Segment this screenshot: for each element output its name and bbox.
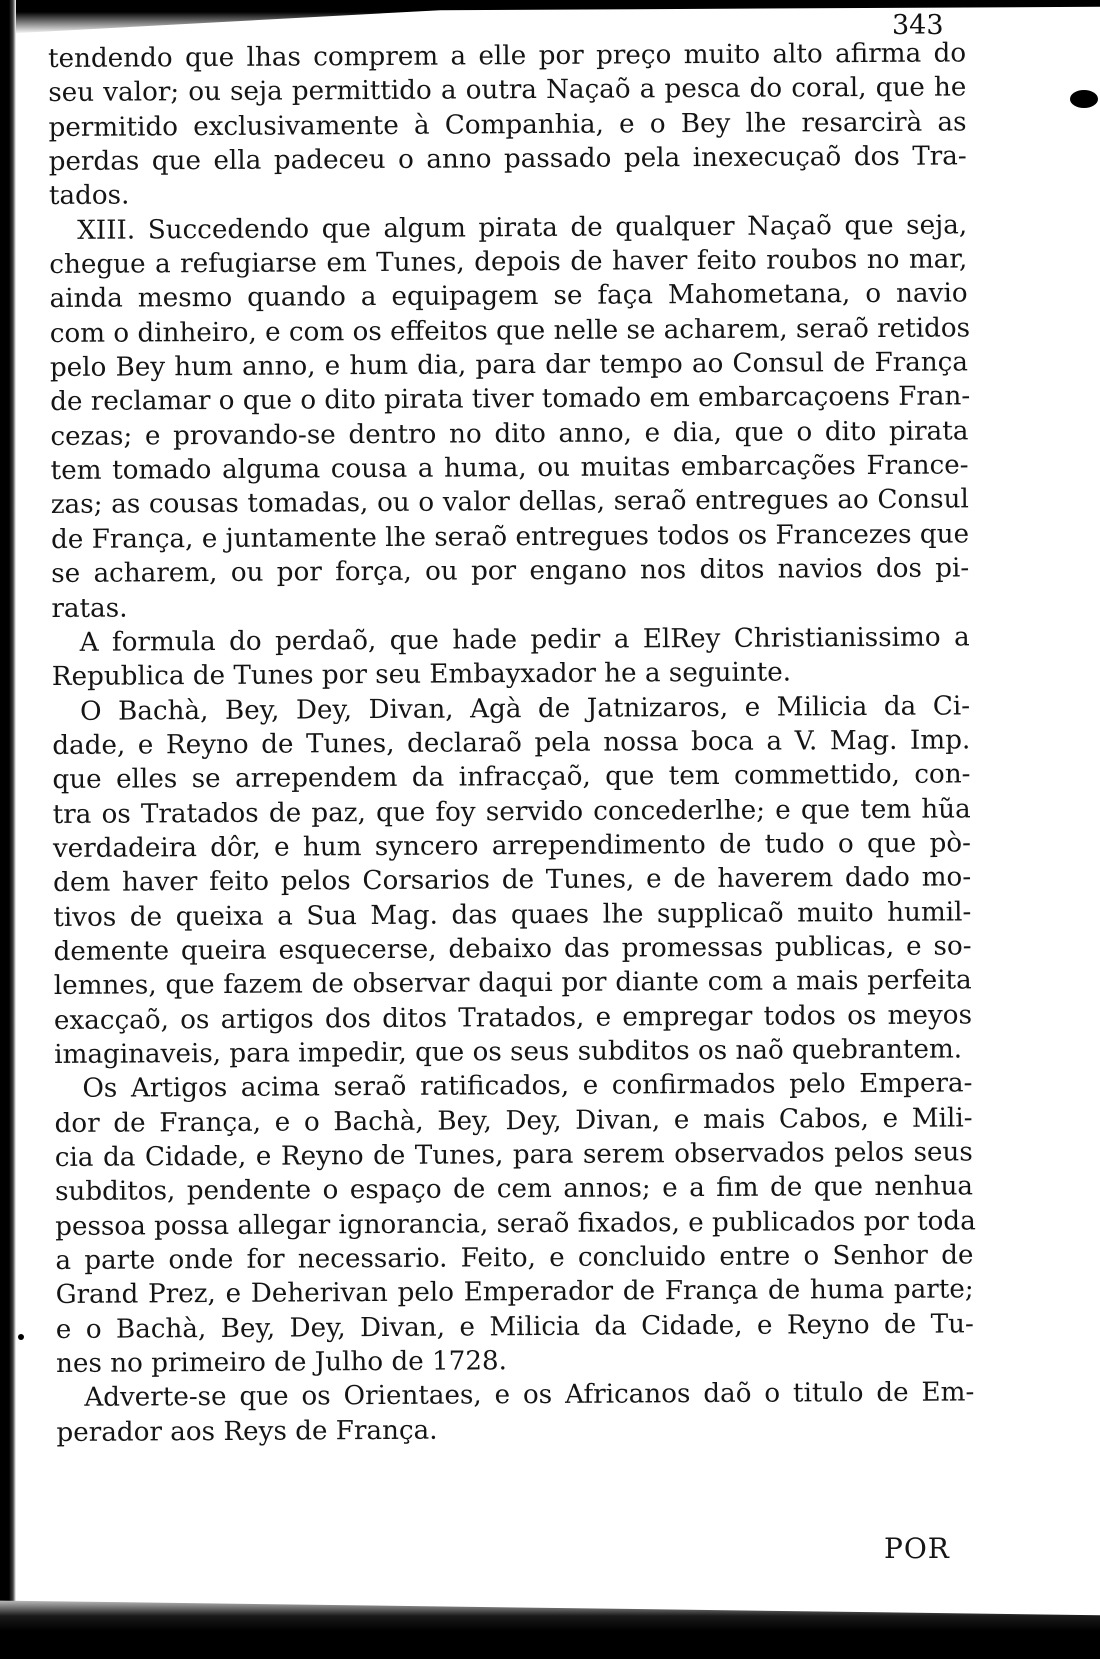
text-line: tados. <box>48 180 130 212</box>
scan-border-left <box>0 0 16 1659</box>
text-line: seu valor; ou seja permittido a outra Naçaõ a pesca do coral, que he <box>48 72 967 109</box>
text-line: exacçaõ, os artigos dos ditos Tratados, e empregar todos os meyos <box>53 999 973 1036</box>
text-line: pessoa possa allegar ignorancia, seraõ fixados, e publicados por toda <box>55 1206 976 1242</box>
text-line: lemnes, que fazem de observar daqui por diante com a mais perfeita <box>53 965 972 1002</box>
text-line: imaginaveis, para impedir, que os seus subditos os naõ quebrantem. <box>54 1034 963 1070</box>
text-line: se acharem, ou por força, ou por engano nos ditos navios dos pi- <box>51 553 970 590</box>
body-text <box>48 36 975 1450</box>
text-line: Adverte-se que os Orientaes, e os Africanos daõ o titulo de Em- <box>84 1377 975 1414</box>
text-line: perdas que ella padeceu o anno passado pela inexecuçaõ dos Tra- <box>48 141 967 178</box>
text-line: perador aos Reys de França. <box>56 1415 438 1448</box>
text-line: ainda mesmo quando a equipagem se faça Mahometana, o navio <box>49 278 968 315</box>
text-line: de reclamar o que o dito pirata tiver tomado em embarcaçoens Fran- <box>50 381 971 418</box>
text-line: zas; as cousas tomadas, ou o valor dellas, seraõ entregues ao Consul <box>50 484 969 521</box>
text-line: A formula do perdaõ, que hade pedir a ElRey Christianissimo a <box>79 622 970 658</box>
text-line: pelo Bey hum anno, e hum dia, para dar tempo ao Consul de França <box>49 347 969 384</box>
text-line: com o dinheiro, e com os effeitos que nelle se acharem, seraõ retidos <box>49 313 971 349</box>
text-line: chegue a refugiarse em Tunes, depois de haver feito roubos no mar, <box>49 244 968 281</box>
scan-border-bottom <box>0 1586 1100 1659</box>
text-line: a parte onde for necessario. Feito, e concluido entre o Senhor de <box>55 1240 974 1277</box>
text-line: dor de França, e o Bachà, Bey, Dey, Divan, e mais Cabos, e Mili- <box>54 1103 973 1139</box>
text-line: que elles se arrependem da infracçaõ, que tem commettido, con- <box>52 759 971 796</box>
text-line: cia da Cidade, e Reyno de Tunes, para serem observados pelos seus <box>54 1137 973 1173</box>
text-line: cezas; e provando-se dentro no dito anno, e dia, que o dito pirata <box>50 416 969 452</box>
text-line: ratas. <box>51 593 128 624</box>
text-line: demente queira esquecerse, debaixo das promessas publicas, e so- <box>53 931 972 967</box>
text-line: verdadeira dôr, e hum syncero arrependimento de tudo o que pò- <box>52 828 972 864</box>
text-line: tem tomado alguma cousa a huma, ou muitas embarcações France- <box>50 450 969 487</box>
ink-blot-mark <box>1070 90 1098 108</box>
page-number: 343 <box>892 10 944 41</box>
text-line: subditos, pendente o espaço de cem annos; e a fim de que nenhua <box>54 1171 974 1208</box>
text-line: dem haver feito pelos Corsarios de Tunes, e de haverem dado mo- <box>53 862 972 899</box>
text-line: XIII. Succedendo que algum pirata de qualquer Naçaõ que seja, <box>77 210 968 246</box>
text-line: e o Bachà, Bey, Dey, Divan, e Milicia da Cidade, e Reyno de Tu- <box>55 1309 974 1345</box>
text-line: permitido exclusivamente à Companhia, e o Bey lhe resarcirà as <box>48 107 967 143</box>
text-line: tra os Tratados de paz, que foy servido concederlhe; e que tem hũa <box>52 793 971 830</box>
text-line: Grand Prez, e Deherivan pelo Emperador de França de huma parte; <box>55 1274 974 1311</box>
text-line: dade, e Reyno de Tunes, declaraõ pela nossa boca a V. Mag. Imp. <box>52 725 971 761</box>
text-line: Republica de Tunes por seu Embayxador he a seguinte. <box>51 657 792 693</box>
text-line: tivos de queixa a Sua Mag. das quaes lhe supplicaõ muito humil- <box>53 896 972 933</box>
text-line: Os Artigos acima seraõ ratificados, e confirmados pelo Empera- <box>82 1068 973 1105</box>
text-line: tendendo que lhas comprem a elle por preço muito alto afirma do <box>48 38 967 74</box>
text-line: de França, e juntamente lhe seraõ entregues todos os Francezes que <box>50 519 970 555</box>
margin-mark <box>18 1334 24 1340</box>
text-line: O Bachà, Bey, Dey, Divan, Agà de Jatnizaros, e Milicia da Ci- <box>79 690 971 727</box>
catchword: POR <box>884 1532 950 1565</box>
text-line: nes no primeiro de Julho de 1728. <box>55 1346 508 1380</box>
